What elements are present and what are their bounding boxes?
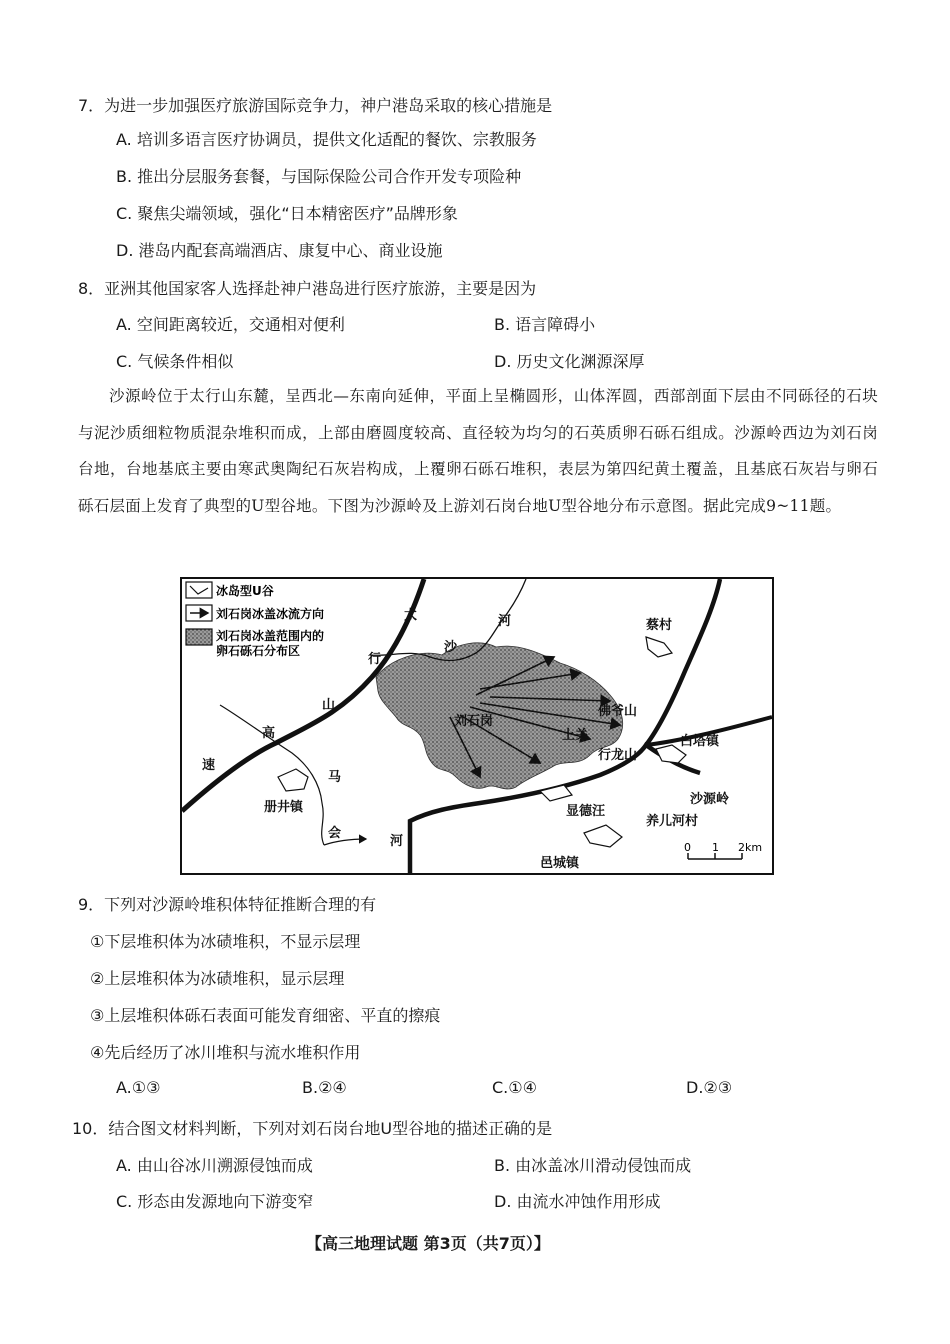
q9-stem: 9．下列对沙源岭堆积体特征推断合理的有 <box>78 895 377 914</box>
map-label-sha: 沙 <box>444 640 458 655</box>
map-label-hang: 行 <box>368 652 382 667</box>
map-label-tai: 太 <box>404 608 418 623</box>
q9-item-4: ④先后经历了冰川堆积与流水堆积作用 <box>90 1043 361 1062</box>
map-label-he2: 河 <box>390 834 404 849</box>
q8-stem: 8．亚洲其他国家客人选择赴神户港岛进行医疗旅游，主要是因为 <box>78 279 537 298</box>
scale-tick-0: 0 <box>684 841 691 854</box>
map-label-yangerhecun: 养儿河村 <box>646 814 699 829</box>
q9-item-1: ①下层堆积体为冰碛堆积，不显示层理 <box>90 932 361 951</box>
q9-option-b: B.②④ <box>302 1078 347 1097</box>
map-label-cejingzhen: 册井镇 <box>264 800 304 815</box>
map-label-shangguan: 上关 <box>562 728 589 743</box>
q9-option-d: D.②③ <box>686 1078 733 1097</box>
q7-option-d: D. 港岛内配套高端酒店、康复中心、商业设施 <box>116 241 443 260</box>
map-label-su: 速 <box>202 758 216 773</box>
q10-option-a: A. 由山谷冰川溯源侵蚀而成 <box>116 1156 313 1175</box>
map-label-shayuanling: 沙源岭 <box>690 792 730 807</box>
map-label-ma: 马 <box>328 770 342 785</box>
q8-option-c: C. 气候条件相似 <box>116 352 234 371</box>
map-label-he1: 河 <box>498 614 512 629</box>
q9-option-c: C.①④ <box>492 1078 537 1097</box>
map-label-gao: 高 <box>262 726 276 741</box>
map-label-liushigang: 刘石岗 <box>454 714 494 729</box>
q7-option-c: C. 聚焦尖端领域，强化“日本精密医疗”品牌形象 <box>116 204 458 223</box>
q10-option-c: C. 形态由发源地向下游变窄 <box>116 1192 314 1211</box>
q7-stem: 7．为进一步加强医疗旅游国际竞争力，神户港岛采取的核心措施是 <box>78 96 553 115</box>
q8-option-a: A. 空间距离较近，交通相对便利 <box>116 315 345 334</box>
q9-option-a: A.①③ <box>116 1078 161 1097</box>
legend-flow-label: 刘石岗冰盖冰流方向 <box>216 607 325 621</box>
q9-item-3: ③上层堆积体砾石表面可能发育细密、平直的擦痕 <box>90 1006 441 1025</box>
legend-valley-label: 冰岛型U谷 <box>216 584 274 598</box>
q9-item-2: ②上层堆积体为冰碛堆积，显示层理 <box>90 969 345 988</box>
scale-tick-1: 1 <box>712 841 719 854</box>
q7-option-a: A. 培训多语言医疗协调员，提供文化适配的餐饮、宗教服务 <box>116 130 537 149</box>
passage <box>78 378 878 524</box>
u-valley-map <box>180 577 774 875</box>
legend-gravel-label-2: 卵石砾石分布区 <box>216 644 301 658</box>
q8-option-d: D. 历史文化渊源深厚 <box>494 352 645 371</box>
map-label-baitazhen: 白塔镇 <box>680 734 720 749</box>
passage-text: 沙源岭位于太行山东麓，呈西北—东南向延伸，平面上呈椭圆形，山体浑圆，西部剖面下层由不同砾径的石块与泥沙质细粒物质混杂堆积而成，上部由磨圆度较高、直径较为均匀的石英质卵石砾石组成。沙源岭西边为刘石岗台地，台地基底主要由寒武奥陶纪石灰岩构成，上覆卵石砾石堆积，表层为第四纪黄土覆盖，且基底石灰岩与卵石砾石层面上发育了典型的U型谷地。下图为沙源岭及上游刘石岗台地U型谷地分布示意图。据此完成9~11题。 <box>78 387 878 515</box>
q7-option-b: B. 推出分层服务套餐，与国际保险公司合作开发专项险种 <box>116 167 522 186</box>
legend-gravel-label-1: 刘石岗冰盖范围内的 <box>216 629 325 643</box>
q10-stem: 10．结合图文材料判断，下列对刘石岗台地U型谷地的描述正确的是 <box>72 1119 553 1138</box>
map-label-shan: 山 <box>322 698 336 713</box>
map-label-foyeshan: 佛爷山 <box>598 704 638 719</box>
q8-option-b: B. 语言障碍小 <box>494 315 596 334</box>
map-label-xinglongshan: 行龙山 <box>598 748 638 763</box>
q10-option-d: D. 由流水冲蚀作用形成 <box>494 1192 661 1211</box>
scale-tick-2: 2km <box>738 841 763 854</box>
map-label-xiandewang: 显德汪 <box>566 804 606 819</box>
map-label-caicun: 蔡村 <box>646 618 673 633</box>
map-label-yichengzhen: 邑城镇 <box>540 856 580 871</box>
q10-option-b: B. 由冰盖冰川滑动侵蚀而成 <box>494 1156 692 1175</box>
page-footer: 【高三地理试题 第3页（共7页）】 <box>306 1234 550 1253</box>
map-label-hui: 会 <box>328 826 342 841</box>
